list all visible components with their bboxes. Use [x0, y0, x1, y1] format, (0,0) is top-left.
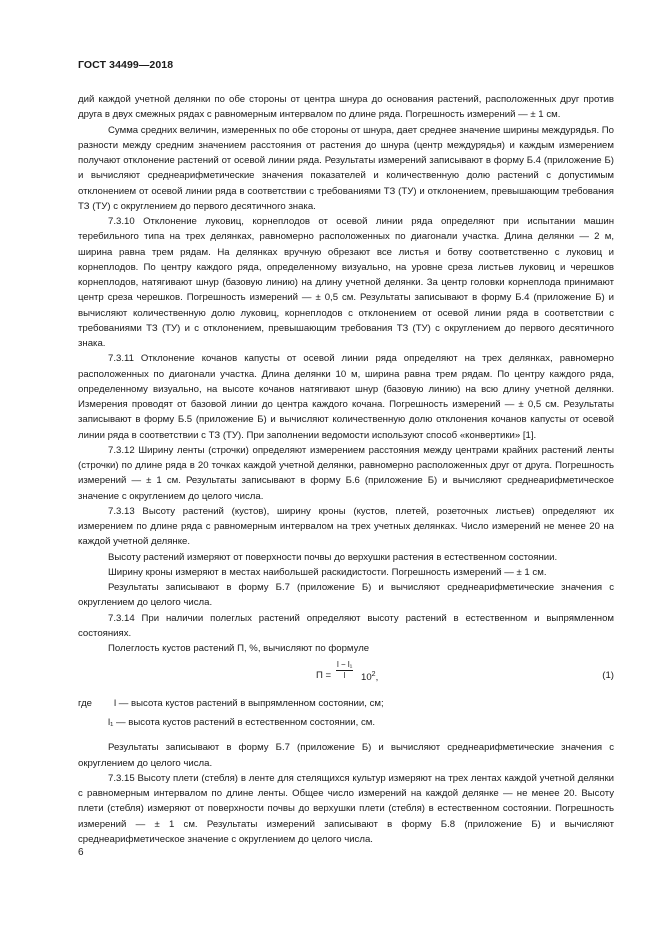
- formula-numerator: l − l₁: [337, 660, 353, 670]
- formula-definitions: [78, 696, 614, 736]
- formula-number: (1): [602, 670, 614, 682]
- definition-l1: l₁ — высота кустов растений в естественном состоянии, см.: [108, 717, 376, 729]
- formula-tail-base: 10: [361, 672, 372, 684]
- formula-lodging: [78, 658, 614, 692]
- formula-tail-exponent: 2: [371, 671, 376, 679]
- paragraph-7-3-12: 7.3.12 Ширину ленты (строчки) определяют измерением расстояния между центрами крайних растений ленты (строчки) по длине ряда в 20 точках каждой учетной делянки, равномерно расположенных друг от друга. Погрешность измерений — ± 1 см. Результаты записывают в форму Б.6 (приложение Б) и вычисляют среднеарифметическое значение с округлением до целого числа.: [78, 444, 614, 502]
- paragraph-results-b7: Результаты записывают в форму Б.7 (приложение Б) и вычисляют среднеарифметические значения с округлением до целого числа.: [78, 582, 614, 609]
- paragraph-7-3-15: 7.3.15 Высоту плети (стебля) в ленте для стелящихся культур измеряют на трех лентах каждой учетной делянки с равномерным интервалом по длине ленты. Общее число измерений на каждой делянке — не менее 20. Высоту плети (стебля) измеряют от поверхности почвы до верхушки плети (стебля) в естественном состоянии. Погрешность измерений — ± 1 см. Результаты измерений записывают в форму Б.8 (приложение Б) и вычисляют среднеарифметическое значение с округлением до целого числа.: [78, 772, 614, 845]
- definition-l: l — высота кустов растений в выпрямленном состоянии, см;: [114, 698, 384, 710]
- formula-fraction: [336, 660, 353, 681]
- paragraph-formula-intro: Полеглость кустов растений П, %, вычисляют по формуле: [108, 643, 370, 654]
- paragraph-plant-height: Высоту растений измеряют от поверхности почвы до верхушки растения в естественном состоянии.: [108, 551, 558, 563]
- paragraph-7-3-11: 7.3.11 Отклонение кочанов капусты от осевой линии ряда определяют на трех делянках, равномерно расположенных по диагонали участка. Длина делянки 10 м, ширина равна трем рядам. По центру каждого ряда, определенному визуально, на высоте кочанов натягивают шнур (базовую линию) на всю длину учетной делянки. Измерения проводят от базовой линии до центра каждого кочана. Погрешность измерений — ± 0,5 см. Результаты записывают в форму Б.5 (приложение Б) и вычисляют количественную долю отклонения кочанов капусты от осевой линии ряда в соответствии с ТЗ (ТУ). При заполнении ведомости используют способ «конвертики» [1].: [78, 353, 614, 441]
- paragraph-7-3-14: 7.3.14 При наличии полеглых растений определяют высоту растений в естественном и выпрямленном состояниях.: [78, 612, 614, 639]
- paragraph-results-b7-second: Результаты записывают в форму Б.7 (приложение Б) и вычисляют среднеарифметические значения с округлением до целого числа.: [78, 742, 614, 769]
- document-body: [78, 92, 614, 847]
- paragraph-continuation: дий каждой учетной делянки по обе стороны от центра шнура до основания растений, расположенных друг против друга в двух смежных рядах с равномерным интервалом по длине ряда. Погрешность измерений — ± 1 см.: [78, 94, 614, 121]
- page-number: 6: [78, 847, 84, 858]
- where-label: где: [78, 698, 93, 710]
- paragraph-average-width: Сумма средних величин, измеренных по обе стороны от шнура, дает среднее значение ширины междурядья. По разности между средним значением расстояния от растения до шнура (центр междурядья) и каждым измерением получают отклонение растений от осевой линии ряда. Результаты измерений записывают в форму Б.4 (приложение Б) и вычисляют среднеарифметические значения показателей и количественную долю растений с допустимым отклонением от осевой линии ряда в соответствии с требованиями ТЗ (ТУ) и отклонением, превышающим требования ТЗ (ТУ) с округлением до первого десятичного знака.: [78, 124, 615, 212]
- paragraph-7-3-10: 7.3.10 Отклонение луковиц, корнеплодов от осевой линии ряда определяют при испытании машин теребильного типа на трех делянках, равномерно расположенных по диагонали участка. Длина делянки — 2 м, ширина равна трем рядам. На делянках вручную обрезают все листья и ботву соответственно с луковиц и корнеплодов. По центру каждого ряда, определенному визуально, на уровне среза листьев луковиц и черешков корнеплодов, натягивают шнур (базовую линию) на длину учетной делянки. За центр головки корнеплода принимают центр среза черешков. Погрешность измерений — ± 0,5 см. Результаты записывают в форму Б.4 (приложение Б) и вычисляют количественную долю луковиц, корнеплодов с отклонением от осевой линии ряда в соответствии с требованиями ТЗ (ТУ) и с отклонением, превышающим требования ТЗ (ТУ) с округлением до первого десятичного знака.: [78, 216, 614, 349]
- paragraph-7-3-13: 7.3.13 Высоту растений (кустов), ширину кроны (кустов, плетей, розеточных листьев) определяют их измерением по длине ряда с равномерным интервалом на трех учетных делянках. Число измерений не менее 20 на каждой учетной делянке.: [78, 505, 614, 548]
- paragraph-crown-width: Ширину кроны измеряют в местах наибольшей раскидистости. Погрешность измерений — ± 1 см.: [108, 566, 547, 578]
- formula-tail: [361, 667, 378, 685]
- formula-denominator: l: [343, 671, 346, 681]
- document-header: ГОСТ 34499—2018: [78, 59, 174, 71]
- formula-tail-end: ,: [375, 672, 379, 684]
- formula-lhs: П =: [316, 670, 332, 682]
